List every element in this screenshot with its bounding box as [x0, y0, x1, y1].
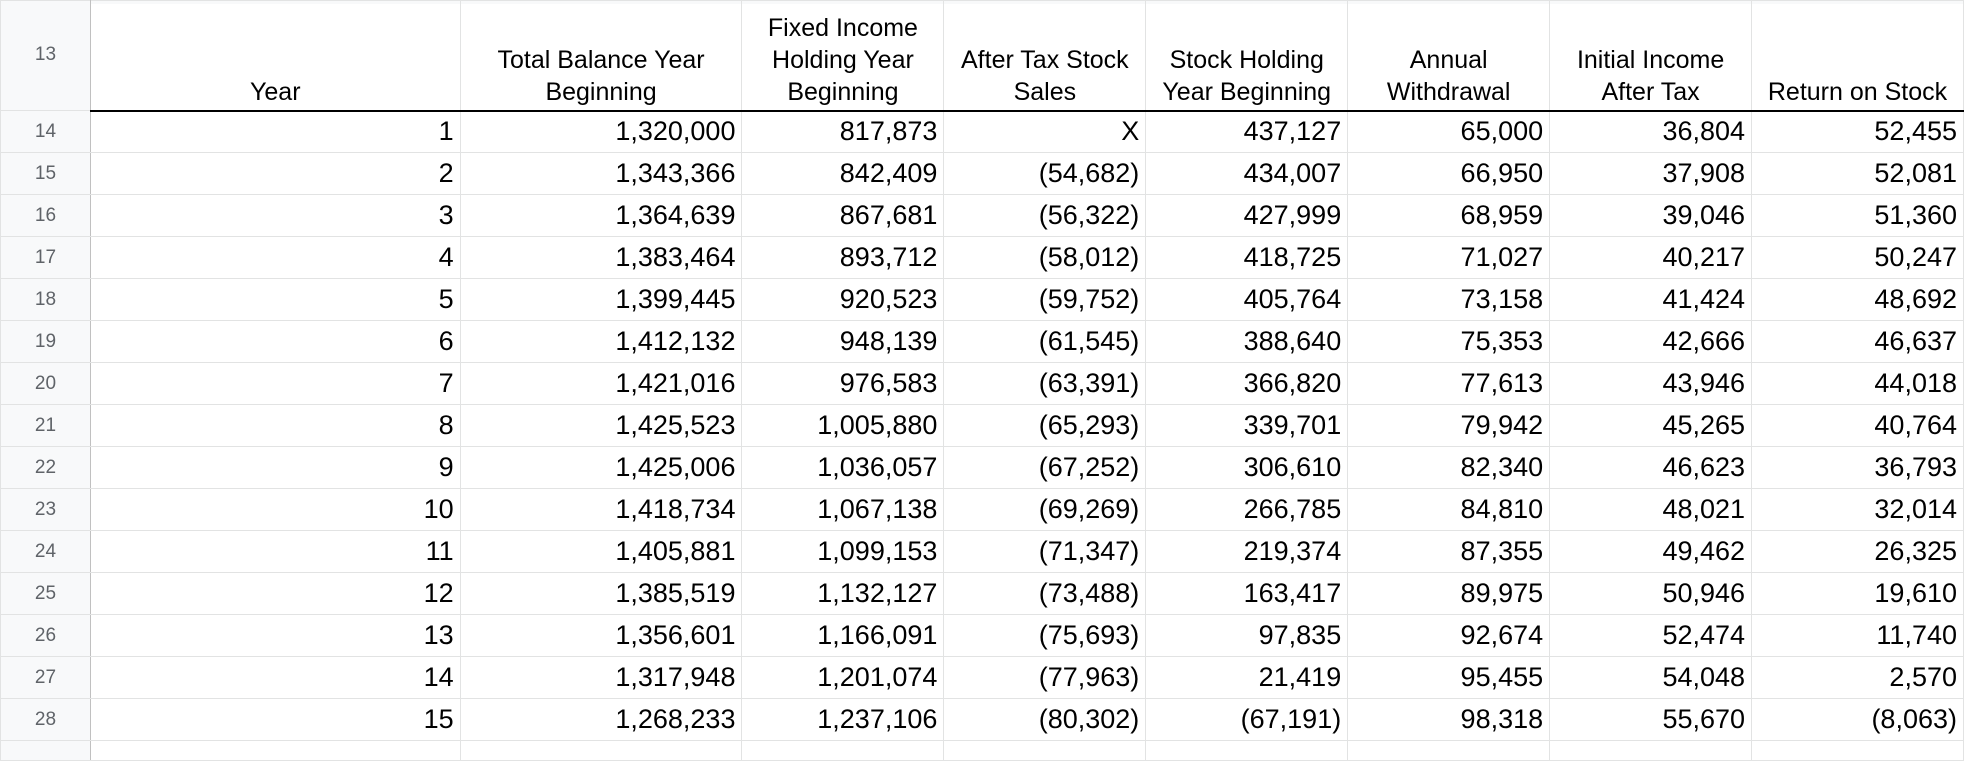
cell-year[interactable]: 11 — [90, 531, 460, 573]
row-number[interactable]: 13 — [1, 1, 91, 111]
row-number[interactable]: 28 — [1, 699, 91, 741]
cell-after-tax-stock-sales[interactable]: (71,347) — [944, 531, 1146, 573]
column-header-initial-income[interactable]: Initial Income After Tax — [1550, 1, 1752, 111]
cell-year[interactable]: 10 — [90, 489, 460, 531]
cell-total-balance[interactable]: 1,356,601 — [460, 615, 742, 657]
cell-initial-income[interactable]: 36,804 — [1550, 111, 1752, 153]
cell-stock-holding[interactable]: 306,610 — [1146, 447, 1348, 489]
cell-initial-income[interactable]: 54,048 — [1550, 657, 1752, 699]
cell-return-on-stock[interactable]: 36,793 — [1752, 447, 1964, 489]
row-number[interactable]: 24 — [1, 531, 91, 573]
empty-cell[interactable] — [742, 741, 944, 761]
cell-total-balance[interactable]: 1,343,366 — [460, 153, 742, 195]
table-row — [1, 195, 1964, 237]
cell-after-tax-stock-sales[interactable]: (54,682) — [944, 153, 1146, 195]
table-row — [1, 447, 1964, 489]
cell-initial-income[interactable]: 37,908 — [1550, 153, 1752, 195]
cell-year[interactable]: 8 — [90, 405, 460, 447]
cell-fixed-income[interactable]: 976,583 — [742, 363, 944, 405]
cell-total-balance[interactable]: 1,421,016 — [460, 363, 742, 405]
empty-cell[interactable] — [1348, 741, 1550, 761]
table-row — [1, 363, 1964, 405]
cell-total-balance[interactable]: 1,268,233 — [460, 699, 742, 741]
column-header-year[interactable]: Year — [90, 1, 460, 111]
column-header-total-balance[interactable]: Total Balance Year Beginning — [460, 1, 742, 111]
cell-fixed-income[interactable]: 817,873 — [742, 111, 944, 153]
empty-cell[interactable] — [460, 741, 742, 761]
table-row — [1, 489, 1964, 531]
cell-after-tax-stock-sales[interactable]: (80,302) — [944, 699, 1146, 741]
row-number[interactable]: 20 — [1, 363, 91, 405]
cell-stock-holding[interactable]: 405,764 — [1146, 279, 1348, 321]
column-header-fixed-income[interactable]: Fixed Income Holding Year Beginning — [742, 1, 944, 111]
cell-year[interactable]: 9 — [90, 447, 460, 489]
cell-fixed-income[interactable]: 893,712 — [742, 237, 944, 279]
cell-after-tax-stock-sales[interactable]: (58,012) — [944, 237, 1146, 279]
cell-stock-holding[interactable]: 339,701 — [1146, 405, 1348, 447]
cell-annual-withdrawal[interactable]: 68,959 — [1348, 195, 1550, 237]
table-row — [1, 741, 1964, 761]
column-header-annual-withdrawal[interactable]: Annual Withdrawal — [1348, 1, 1550, 111]
cell-annual-withdrawal[interactable]: 66,950 — [1348, 153, 1550, 195]
row-number[interactable]: 23 — [1, 489, 91, 531]
cell-year[interactable]: 3 — [90, 195, 460, 237]
row-number[interactable]: 26 — [1, 615, 91, 657]
row-number[interactable]: 14 — [1, 111, 91, 153]
cell-total-balance[interactable]: 1,418,734 — [460, 489, 742, 531]
row-number[interactable]: 19 — [1, 321, 91, 363]
cell-total-balance[interactable]: 1,383,464 — [460, 237, 742, 279]
cell-total-balance[interactable]: 1,320,000 — [460, 111, 742, 153]
cell-fixed-income[interactable]: 1,036,057 — [742, 447, 944, 489]
cell-stock-holding[interactable]: 97,835 — [1146, 615, 1348, 657]
cell-return-on-stock[interactable]: 26,325 — [1752, 531, 1964, 573]
cell-year[interactable]: 14 — [90, 657, 460, 699]
cell-initial-income[interactable]: 50,946 — [1550, 573, 1752, 615]
cell-annual-withdrawal[interactable]: 82,340 — [1348, 447, 1550, 489]
cell-return-on-stock[interactable]: 52,455 — [1752, 111, 1964, 153]
cell-after-tax-stock-sales[interactable]: (61,545) — [944, 321, 1146, 363]
cell-return-on-stock[interactable]: 46,637 — [1752, 321, 1964, 363]
cell-fixed-income[interactable]: 920,523 — [742, 279, 944, 321]
cell-after-tax-stock-sales[interactable]: (67,252) — [944, 447, 1146, 489]
table-row — [1, 573, 1964, 615]
cell-return-on-stock[interactable]: (8,063) — [1752, 699, 1964, 741]
empty-cell[interactable] — [1752, 741, 1964, 761]
cell-fixed-income[interactable]: 1,099,153 — [742, 531, 944, 573]
cell-initial-income[interactable]: 42,666 — [1550, 321, 1752, 363]
cell-initial-income[interactable]: 43,946 — [1550, 363, 1752, 405]
column-header-stock-holding[interactable]: Stock Holding Year Beginning — [1146, 1, 1348, 111]
cell-fixed-income[interactable]: 1,237,106 — [742, 699, 944, 741]
cell-year[interactable]: 15 — [90, 699, 460, 741]
table-row — [1, 237, 1964, 279]
cell-year[interactable]: 2 — [90, 153, 460, 195]
cell-annual-withdrawal[interactable]: 75,353 — [1348, 321, 1550, 363]
cell-return-on-stock[interactable]: 50,247 — [1752, 237, 1964, 279]
cell-after-tax-stock-sales[interactable]: (56,322) — [944, 195, 1146, 237]
cell-fixed-income[interactable]: 948,139 — [742, 321, 944, 363]
table-row — [1, 405, 1964, 447]
cell-return-on-stock[interactable]: 40,764 — [1752, 405, 1964, 447]
table-row — [1, 111, 1964, 153]
cell-year[interactable]: 6 — [90, 321, 460, 363]
cell-initial-income[interactable]: 40,217 — [1550, 237, 1752, 279]
table-row — [1, 153, 1964, 195]
row-number[interactable]: 17 — [1, 237, 91, 279]
cell-initial-income[interactable]: 45,265 — [1550, 405, 1752, 447]
cell-stock-holding[interactable]: 266,785 — [1146, 489, 1348, 531]
cell-annual-withdrawal[interactable]: 89,975 — [1348, 573, 1550, 615]
cell-return-on-stock[interactable]: 2,570 — [1752, 657, 1964, 699]
cell-initial-income[interactable]: 39,046 — [1550, 195, 1752, 237]
cell-total-balance[interactable]: 1,425,006 — [460, 447, 742, 489]
table-row — [1, 531, 1964, 573]
cell-fixed-income[interactable]: 1,005,880 — [742, 405, 944, 447]
table-row — [1, 615, 1964, 657]
cell-after-tax-stock-sales[interactable]: (63,391) — [944, 363, 1146, 405]
cell-annual-withdrawal[interactable]: 92,674 — [1348, 615, 1550, 657]
cell-total-balance[interactable]: 1,317,948 — [460, 657, 742, 699]
cell-fixed-income[interactable]: 1,132,127 — [742, 573, 944, 615]
cell-initial-income[interactable]: 41,424 — [1550, 279, 1752, 321]
row-number[interactable]: 21 — [1, 405, 91, 447]
cell-stock-holding[interactable]: 418,725 — [1146, 237, 1348, 279]
cell-return-on-stock[interactable]: 19,610 — [1752, 573, 1964, 615]
cell-fixed-income[interactable]: 842,409 — [742, 153, 944, 195]
row-number[interactable]: 16 — [1, 195, 91, 237]
cell-initial-income[interactable]: 46,623 — [1550, 447, 1752, 489]
cell-stock-holding[interactable]: 163,417 — [1146, 573, 1348, 615]
cell-return-on-stock[interactable]: 44,018 — [1752, 363, 1964, 405]
cell-total-balance[interactable]: 1,399,445 — [460, 279, 742, 321]
cell-annual-withdrawal[interactable]: 77,613 — [1348, 363, 1550, 405]
row-number[interactable]: 22 — [1, 447, 91, 489]
cell-fixed-income[interactable]: 1,067,138 — [742, 489, 944, 531]
cell-year[interactable]: 5 — [90, 279, 460, 321]
cell-stock-holding[interactable]: 437,127 — [1146, 111, 1348, 153]
cell-total-balance[interactable]: 1,425,523 — [460, 405, 742, 447]
cell-year[interactable]: 4 — [90, 237, 460, 279]
cell-annual-withdrawal[interactable]: 65,000 — [1348, 111, 1550, 153]
table-row — [1, 279, 1964, 321]
cell-return-on-stock[interactable]: 32,014 — [1752, 489, 1964, 531]
cell-stock-holding[interactable]: 366,820 — [1146, 363, 1348, 405]
cell-after-tax-stock-sales[interactable]: (73,488) — [944, 573, 1146, 615]
cell-return-on-stock[interactable]: 48,692 — [1752, 279, 1964, 321]
cell-return-on-stock[interactable]: 11,740 — [1752, 615, 1964, 657]
cell-fixed-income[interactable]: 1,201,074 — [742, 657, 944, 699]
cell-initial-income[interactable]: 48,021 — [1550, 489, 1752, 531]
cell-year[interactable]: 7 — [90, 363, 460, 405]
empty-cell[interactable] — [1146, 741, 1348, 761]
cell-after-tax-stock-sales[interactable]: X — [944, 111, 1146, 153]
cell-annual-withdrawal[interactable]: 98,318 — [1348, 699, 1550, 741]
cell-initial-income[interactable]: 49,462 — [1550, 531, 1752, 573]
cell-after-tax-stock-sales[interactable]: (77,963) — [944, 657, 1146, 699]
header-row — [1, 1, 1964, 111]
cell-total-balance[interactable]: 1,364,639 — [460, 195, 742, 237]
cell-after-tax-stock-sales[interactable]: (69,269) — [944, 489, 1146, 531]
empty-cell[interactable] — [944, 741, 1146, 761]
table-row — [1, 321, 1964, 363]
cell-year[interactable]: 12 — [90, 573, 460, 615]
row-number[interactable]: 15 — [1, 153, 91, 195]
cell-stock-holding[interactable]: 434,007 — [1146, 153, 1348, 195]
cell-total-balance[interactable]: 1,412,132 — [460, 321, 742, 363]
empty-cell[interactable] — [1550, 741, 1752, 761]
empty-cell[interactable] — [90, 741, 460, 761]
column-header-return-on-stock[interactable]: Return on Stock — [1752, 1, 1964, 111]
cell-stock-holding[interactable]: 21,419 — [1146, 657, 1348, 699]
cell-annual-withdrawal[interactable]: 87,355 — [1348, 531, 1550, 573]
cell-initial-income[interactable]: 52,474 — [1550, 615, 1752, 657]
cell-total-balance[interactable]: 1,405,881 — [460, 531, 742, 573]
cell-return-on-stock[interactable]: 51,360 — [1752, 195, 1964, 237]
cell-annual-withdrawal[interactable]: 73,158 — [1348, 279, 1550, 321]
cell-annual-withdrawal[interactable]: 84,810 — [1348, 489, 1550, 531]
cell-after-tax-stock-sales[interactable]: (75,693) — [944, 615, 1146, 657]
cell-year[interactable]: 1 — [90, 111, 460, 153]
cell-fixed-income[interactable]: 1,166,091 — [742, 615, 944, 657]
cell-return-on-stock[interactable]: 52,081 — [1752, 153, 1964, 195]
table-row — [1, 699, 1964, 741]
cell-total-balance[interactable]: 1,385,519 — [460, 573, 742, 615]
row-number[interactable]: 18 — [1, 279, 91, 321]
row-number[interactable]: 25 — [1, 573, 91, 615]
row-number[interactable]: 27 — [1, 657, 91, 699]
cell-stock-holding[interactable]: 219,374 — [1146, 531, 1348, 573]
cell-stock-holding[interactable]: 388,640 — [1146, 321, 1348, 363]
cell-initial-income[interactable]: 55,670 — [1550, 699, 1752, 741]
cell-fixed-income[interactable]: 867,681 — [742, 195, 944, 237]
cell-after-tax-stock-sales[interactable]: (59,752) — [944, 279, 1146, 321]
row-number[interactable] — [1, 741, 91, 761]
column-header-after-tax-stock-sales[interactable]: After Tax Stock Sales — [944, 1, 1146, 111]
cell-stock-holding[interactable]: (67,191) — [1146, 699, 1348, 741]
table-row — [1, 657, 1964, 699]
cell-stock-holding[interactable]: 427,999 — [1146, 195, 1348, 237]
cell-after-tax-stock-sales[interactable]: (65,293) — [944, 405, 1146, 447]
cell-annual-withdrawal[interactable]: 95,455 — [1348, 657, 1550, 699]
cell-year[interactable]: 13 — [90, 615, 460, 657]
cell-annual-withdrawal[interactable]: 71,027 — [1348, 237, 1550, 279]
cell-annual-withdrawal[interactable]: 79,942 — [1348, 405, 1550, 447]
